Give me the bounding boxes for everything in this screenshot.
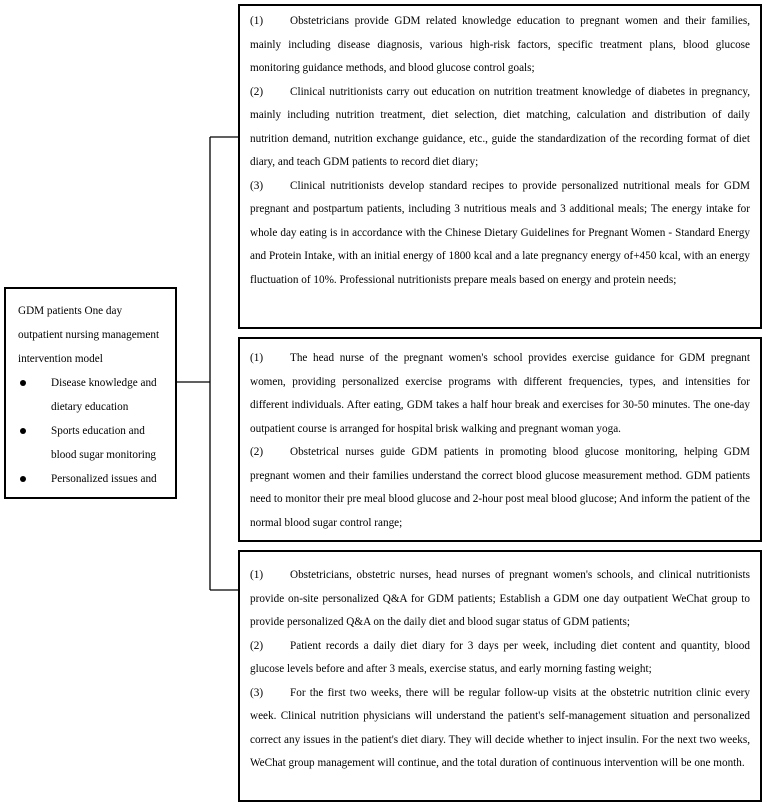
panel-paragraph: (3) For the first two weeks, there will be regular follow-up visits at the obstetric nutrition clinic every week. Clinical nutrition physicians will understand the patient's self-management situation and personalized correct any issues in the patient's diet diary. They will decide whether to inject insulin. For the next two weeks, WeChat group management will continue, and the total duration of continuous intervention will be one month. — [250, 686, 750, 769]
model-box — [4, 287, 177, 499]
bullet-icon — [20, 476, 26, 482]
panel-paragraph: (2) Patient records a daily diet diary for 3 days per week, including diet content and quantity, blood glucose levels before and after 3 meals, exercise status, and early morning fasting weight; — [250, 639, 750, 675]
panel-sports-blood-sugar — [238, 337, 762, 542]
panel-paragraph: (3) Clinical nutritionists develop standard recipes to provide personalized nutritional meals for GDM pregnant and postpartum patients, including 3 nutritious meals and 3 additional meals; The energy intake for whole day eating is in accordance with the Chinese Dietary Guidelines for Pregnant Women - Standard Energy and Protein Intake, with an initial energy of 1800 kcal and a late pregnancy energy of+450 kcal, with an energy fluctuation of 10%. Professional nutritionists prepare meals based on energy and protein needs; — [250, 179, 750, 286]
model-item: Personalized issues and — [18, 467, 167, 491]
model-item: Disease knowledge and dietary education — [18, 371, 167, 419]
panel-personalized-issues — [238, 550, 762, 802]
model-item: Sports education and blood sugar monitoring — [18, 419, 167, 467]
model-items — [18, 371, 167, 491]
panel-paragraph: (2) Clinical nutritionists carry out education on nutrition treatment knowledge of diabetes in pregnancy, mainly including nutrition treatment, diet selection, diet matching, calculation and distribution of daily nutrition demand, nutrition exchange guidance, etc., guide the standardization of the recording format of diet diary, and teach GDM patients to record diet diary; — [250, 85, 750, 168]
panel-paragraph: (1) Obstetricians provide GDM related knowledge education to pregnant women and their families, mainly including disease diagnosis, various high-risk factors, specific treatment plans, blood glucose monitoring guidance methods, and blood glucose control goals; — [250, 15, 750, 74]
panel-paragraph: (2) Obstetrical nurses guide GDM patients in promoting blood glucose monitoring, helping GDM pregnant women and their families understand the correct blood glucose measurement method. GDM patients need to monitor their pre meal blood glucose and 2-hour post meal blood glucose; And inform the patient of the normal blood sugar control range; — [250, 446, 750, 529]
panel-paragraph: (1) The head nurse of the pregnant women's school provides exercise guidance for GDM pregnant women, providing personalized exercise programs with different frequencies, types, and intensities for different individuals. After eating, GDM takes a half hour break and exercises for 30-50 minutes. The one-day outpatient course is arranged for hospital brisk walking and pregnant woman yoga. — [250, 352, 750, 435]
bullet-icon — [20, 428, 26, 434]
panel-paragraph: (1) Obstetricians, obstetric nurses, head nurses of pregnant women's schools, and clinical nutritionists provide on-site personalized Q&A for GDM patients; Establish a GDM one day outpatient WeChat group to provide personalized Q&A on the daily diet and blood sugar status of GDM patients; — [250, 569, 750, 628]
bullet-icon — [20, 380, 26, 386]
model-title: GDM patients One day outpatient nursing management intervention model — [18, 305, 160, 365]
panel-disease-dietary-education — [238, 4, 762, 329]
